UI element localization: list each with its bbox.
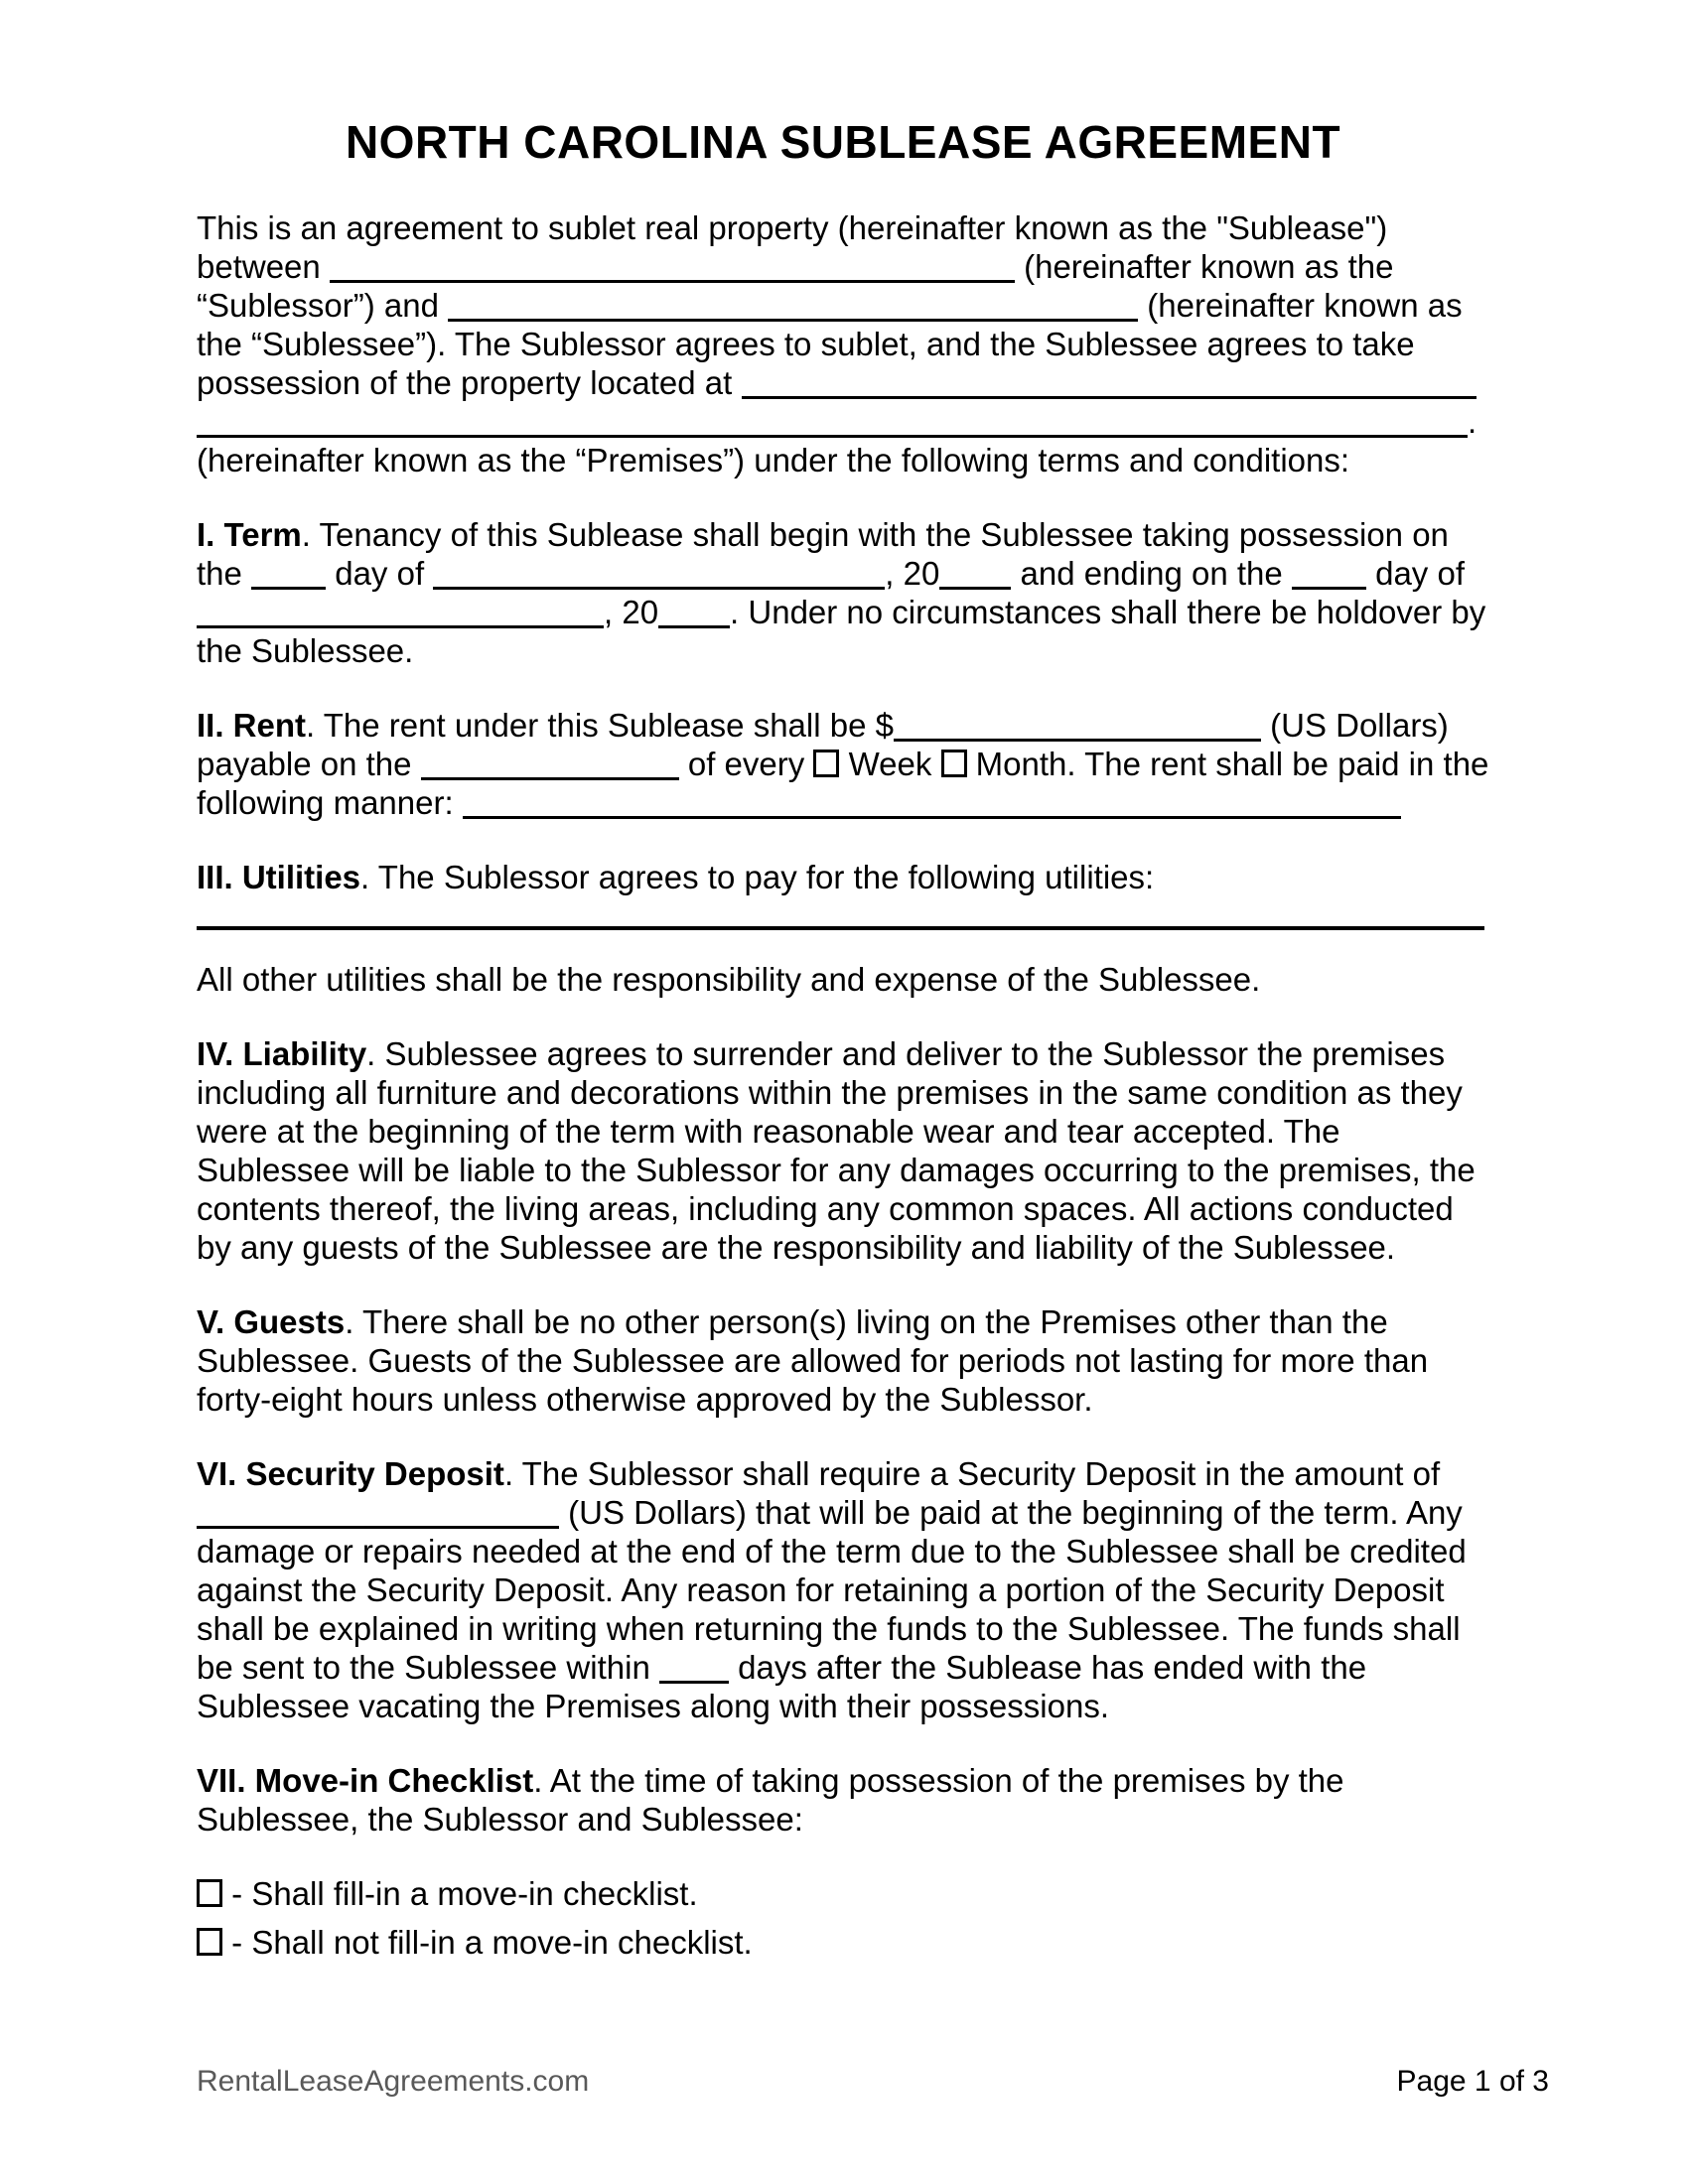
utilities-paragraph	[197, 858, 1489, 896]
term-end-day-blank[interactable]	[1292, 554, 1366, 590]
term-end-month-blank[interactable]	[197, 593, 604, 628]
term-start-day-blank[interactable]	[251, 554, 326, 590]
rent-text-3: of every	[678, 746, 814, 782]
sublessee-name-blank[interactable]	[448, 286, 1138, 322]
document-title: NORTH CAROLINA SUBLEASE AGREEMENT	[345, 116, 1341, 168]
deposit-return-days-blank[interactable]	[659, 1648, 729, 1684]
rent-paragraph	[197, 706, 1489, 822]
security-deposit-text-3: days after the Sublease has ended with the Sublessee vacating the Premises along with their possessions.	[197, 1649, 1367, 1724]
footer-page-number: Page 1 of 3	[1396, 2065, 1549, 2098]
rent-text-2: (US Dollars) payable on the	[197, 707, 1449, 782]
sublessor-name-blank[interactable]	[330, 247, 1015, 283]
movein-no-checkbox[interactable]	[197, 1928, 222, 1956]
movein-heading: VII. Move-in Checklist	[197, 1762, 534, 1799]
term-text-1: . Tenancy of this Sublease shall begin with the Sublessee taking possession on the	[197, 516, 1449, 592]
term-start-year-blank[interactable]	[939, 554, 1011, 590]
intro-text-2: (hereinafter known as the “Sublessor”) and	[197, 248, 1394, 324]
term-paragraph	[197, 515, 1489, 670]
footer-site-name: RentalLeaseAgreements.com	[197, 2065, 590, 2098]
movein-option-yes-label: - Shall fill-in a move-in checklist.	[222, 1875, 698, 1912]
utilities-text-1: . The Sublessor agrees to pay for the following utilities:	[360, 859, 1155, 895]
movein-paragraph	[197, 1761, 1489, 1839]
intro-text-3: (hereinafter known as the “Sublessee”). The Sublessor agrees to sublet, and the Sublessee agrees to take possession of the property located at	[197, 287, 1463, 401]
liability-text-1: . Sublessee agrees to surrender and deliver to the Sublessor the premises including all furniture and decorations within the premises in the same condition as they were at the beginning of the term with reasonable wear and tear accepted. The Sublessee will be liable to the Sublessor for any damages occurring to the premises, the contents thereof, the living areas, including any common spaces. All actions conducted by any guests of the Sublessee are the responsibility and liability of the Sublessee.	[197, 1035, 1476, 1266]
intro-text-4: .	[1468, 403, 1477, 440]
security-deposit-heading: VI. Security Deposit	[197, 1455, 504, 1492]
term-text-4: and ending on the	[1011, 555, 1292, 592]
term-text-7: . Under no circumstances shall there be holdover by the Sublessee.	[197, 594, 1486, 669]
guests-text-1: . There shall be no other person(s) living on the Premises other than the Sublessee. Guests of the Sublessee are allowed for periods not lasting for more than forty-eight hours unless otherwise approved by the Sublessor.	[197, 1303, 1429, 1418]
rent-week-checkbox[interactable]	[813, 750, 839, 777]
security-deposit-paragraph	[197, 1454, 1489, 1725]
movein-text-1: . At the time of taking possession of the premises by the Sublessee, the Sublessor and Sublessee:	[197, 1762, 1344, 1838]
rent-month-label: Month. The rent shall be paid in the following manner:	[197, 746, 1489, 821]
term-text-6: , 20	[604, 594, 659, 630]
guests-paragraph	[197, 1302, 1489, 1419]
utilities-note	[197, 960, 1489, 999]
liability-paragraph	[197, 1034, 1489, 1267]
rent-week-label: Week	[839, 746, 941, 782]
property-address-blank-2[interactable]	[197, 402, 1468, 438]
utilities-heading: III. Utilities	[197, 859, 361, 895]
movein-option-no-label: - Shall not fill-in a move-in checklist.	[222, 1924, 753, 1961]
security-deposit-amount-blank[interactable]	[197, 1493, 559, 1529]
property-address-blank-1[interactable]	[742, 363, 1477, 399]
rent-payment-manner-blank[interactable]	[463, 783, 1401, 819]
rent-month-checkbox[interactable]	[941, 750, 967, 777]
security-deposit-text-1: . The Sublessor shall require a Security Deposit in the amount of	[503, 1455, 1441, 1492]
document-content	[197, 115, 1489, 1972]
term-end-year-blank[interactable]	[658, 593, 730, 628]
term-start-month-blank[interactable]	[433, 554, 885, 590]
term-text-3: , 20	[885, 555, 940, 592]
term-heading: I. Term	[197, 516, 302, 553]
intro-paragraph	[197, 208, 1489, 479]
intro-text-5: (hereinafter known as the “Premises”) under the following terms and conditions:	[197, 442, 1350, 478]
movein-yes-checkbox[interactable]	[197, 1879, 222, 1907]
security-deposit-text-2: (US Dollars) that will be paid at the beginning of the term. Any damage or repairs needed at the end of the term due to the Sublessee shall be credited against the Security Deposit. Any reason for retaining a portion of the Security Deposit shall be explained in writing when returning the funds to the Sublessee. The funds shall be sent to the Sublessee within	[197, 1494, 1467, 1686]
intro-text-1: This is an agreement to sublet real property (hereinafter known as the "Sublease") between	[197, 209, 1388, 285]
utilities-list-blank[interactable]	[197, 926, 1484, 930]
guests-heading: V. Guests	[197, 1303, 346, 1340]
liability-heading: IV. Liability	[197, 1035, 367, 1072]
utilities-text-2: All other utilities shall be the responsibility and expense of the Sublessee.	[197, 961, 1261, 998]
page-footer	[197, 2065, 1549, 2099]
movein-option-yes-row	[197, 1874, 1489, 1913]
term-text-5: day of	[1365, 555, 1465, 592]
rent-due-day-blank[interactable]	[421, 745, 679, 780]
movein-option-no-row	[197, 1923, 1489, 1962]
term-text-2: day of	[326, 555, 434, 592]
rent-text-1: . The rent under this Sublease shall be $	[306, 707, 894, 744]
rent-heading: II. Rent	[197, 707, 307, 744]
rent-amount-blank[interactable]	[894, 706, 1261, 742]
